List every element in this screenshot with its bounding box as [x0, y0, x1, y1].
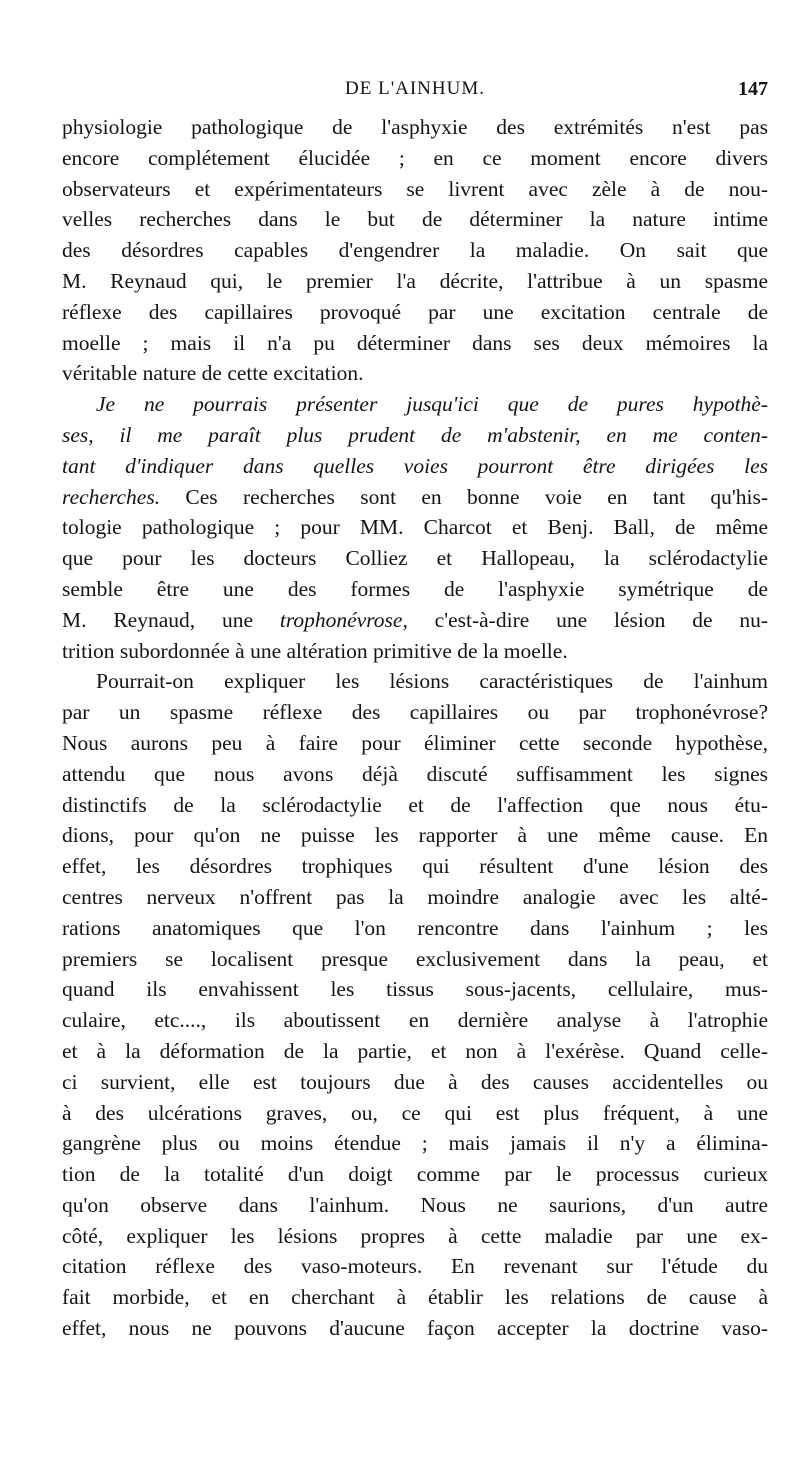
text-span: rations anatomiques que l'on rencontre dans l'ainhum ; les — [62, 915, 768, 940]
italic-text: tant d'indiquer dans quelles voies pourront être dirigées les — [62, 453, 768, 478]
text-span: tion de la totalité d'un doigt comme par le processus curieux — [62, 1162, 768, 1187]
text-span: c'est-à-dire une lésion de nu- — [407, 607, 768, 632]
text-span: que pour les docteurs Colliez et Hallopeau, la sclérodactylie — [62, 546, 768, 571]
text-line — [62, 174, 768, 205]
text-line — [62, 882, 768, 913]
text-line — [62, 1159, 768, 1190]
page-number: 147 — [738, 78, 768, 100]
text-span: ci survient, elle est toujours due à des causes accidentelles ou — [62, 1069, 768, 1094]
text-line — [62, 605, 768, 636]
text-line — [62, 666, 768, 697]
text-line — [62, 1036, 768, 1067]
text-line — [62, 1128, 768, 1159]
italic-text: recherches. — [62, 484, 161, 509]
text-line — [62, 697, 768, 728]
text-line — [62, 636, 768, 667]
text-line — [62, 204, 768, 235]
running-head — [62, 78, 768, 106]
text-line — [62, 482, 768, 513]
text-span: velles recherches dans le but de déterminer la nature intime — [62, 207, 768, 232]
text-span: par un spasme réflexe des capillaires ou par trophonévrose? — [62, 700, 768, 725]
text-span: côté, expliquer les lésions propres à cette maladie par une ex- — [62, 1223, 768, 1248]
text-line — [62, 543, 768, 574]
text-span: culaire, etc...., ils aboutissent en dernière analyse à l'atrophie — [62, 1008, 768, 1033]
text-span: quand ils envahissent les tissus sous-jacents, cellulaire, mus- — [62, 977, 768, 1002]
text-line — [62, 1005, 768, 1036]
italic-text: trophonévrose, — [279, 607, 408, 632]
text-line — [62, 235, 768, 266]
text-line — [62, 1190, 768, 1221]
text-line — [62, 913, 768, 944]
text-line — [62, 266, 768, 297]
text-line — [62, 389, 768, 420]
text-line — [62, 790, 768, 821]
text-span: à des ulcérations graves, ou, ce qui est plus fréquent, à une — [62, 1100, 768, 1125]
text-span: dions, pour qu'on ne puisse les rapporter à une même cause. En — [62, 823, 768, 848]
text-line — [62, 1251, 768, 1282]
text-span: M. Reynaud qui, le premier l'a décrite, l'attribue à un spasme — [62, 268, 768, 293]
text-span: citation réflexe des vaso-moteurs. En revenant sur l'étude du — [62, 1254, 768, 1279]
body-text — [62, 112, 768, 1344]
text-span: et à la déformation de la partie, et non à l'exérèse. Quand celle- — [62, 1038, 768, 1063]
text-span: tologie pathologique ; pour MM. Charcot et Benj. Ball, de même — [62, 515, 768, 540]
text-span: attendu que nous avons déjà discuté suffisamment les signes — [62, 761, 768, 786]
text-line — [62, 1098, 768, 1129]
text-line — [62, 944, 768, 975]
text-span: Nous aurons peu à faire pour éliminer cette seconde hypothèse, — [62, 730, 768, 755]
text-line — [62, 1313, 768, 1344]
text-line — [62, 112, 768, 143]
text-span: physiologie pathologique de l'asphyxie des extrémités n'est pas — [62, 115, 768, 139]
italic-text: Je ne pourrais présenter jusqu'ici que de pures hypothè- — [96, 392, 768, 417]
text-line — [62, 512, 768, 543]
text-line — [62, 1282, 768, 1313]
text-span: véritable nature de cette excitation. — [62, 361, 364, 386]
text-line — [62, 728, 768, 759]
text-span: premiers se localisent presque exclusivement dans la peau, et — [62, 946, 768, 971]
text-span: gangrène plus ou moins étendue ; mais jamais il n'y a élimina- — [62, 1131, 768, 1156]
text-line — [62, 574, 768, 605]
text-line — [62, 820, 768, 851]
text-span: Pourrait-on expliquer les lésions caractéristiques de l'ainhum — [96, 669, 768, 694]
text-line — [62, 851, 768, 882]
text-line — [62, 451, 768, 482]
text-span: trition subordonnée à une altération primitive de la moelle. — [62, 638, 568, 663]
text-span: effet, nous ne pouvons d'aucune façon accepter la doctrine vaso- — [62, 1316, 768, 1341]
text-span: distinctifs de la sclérodactylie et de l'affection que nous étu- — [62, 792, 768, 817]
text-line — [62, 1221, 768, 1252]
text-span: moelle ; mais il n'a pu déterminer dans ses deux mémoires la — [62, 330, 768, 355]
text-line — [62, 328, 768, 359]
text-span: centres nerveux n'offrent pas la moindre analogie avec les alté- — [62, 884, 768, 909]
text-line — [62, 420, 768, 451]
text-line — [62, 297, 768, 328]
text-span: qu'on observe dans l'ainhum. Nous ne saurions, d'un autre — [62, 1192, 768, 1217]
text-span: observateurs et expérimentateurs se livrent avec zèle à de nou- — [62, 176, 768, 201]
text-span: réflexe des capillaires provoqué par une excitation centrale de — [62, 299, 768, 324]
text-span: semble être une des formes de l'asphyxie symétrique de — [62, 576, 768, 601]
text-line — [62, 759, 768, 790]
running-title: DE L'AINHUM. — [345, 78, 485, 99]
text-line — [62, 1067, 768, 1098]
text-line — [62, 143, 768, 174]
text-line — [62, 974, 768, 1005]
text-span: effet, les désordres trophiques qui résultent d'une lésion des — [62, 854, 768, 879]
text-span: encore complétement élucidée ; en ce moment encore divers — [62, 145, 768, 170]
text-span: Ces recherches sont en bonne voie en tant qu'his- — [160, 484, 768, 509]
text-span: fait morbide, et en cherchant à établir les relations de cause à — [62, 1285, 768, 1310]
text-line — [62, 358, 768, 389]
italic-text: ses, il me paraît plus prudent de m'abstenir, en me conten- — [62, 422, 768, 447]
text-span: M. Reynaud, une — [62, 607, 280, 632]
text-span: des désordres capables d'engendrer la maladie. On sait que — [62, 238, 768, 263]
